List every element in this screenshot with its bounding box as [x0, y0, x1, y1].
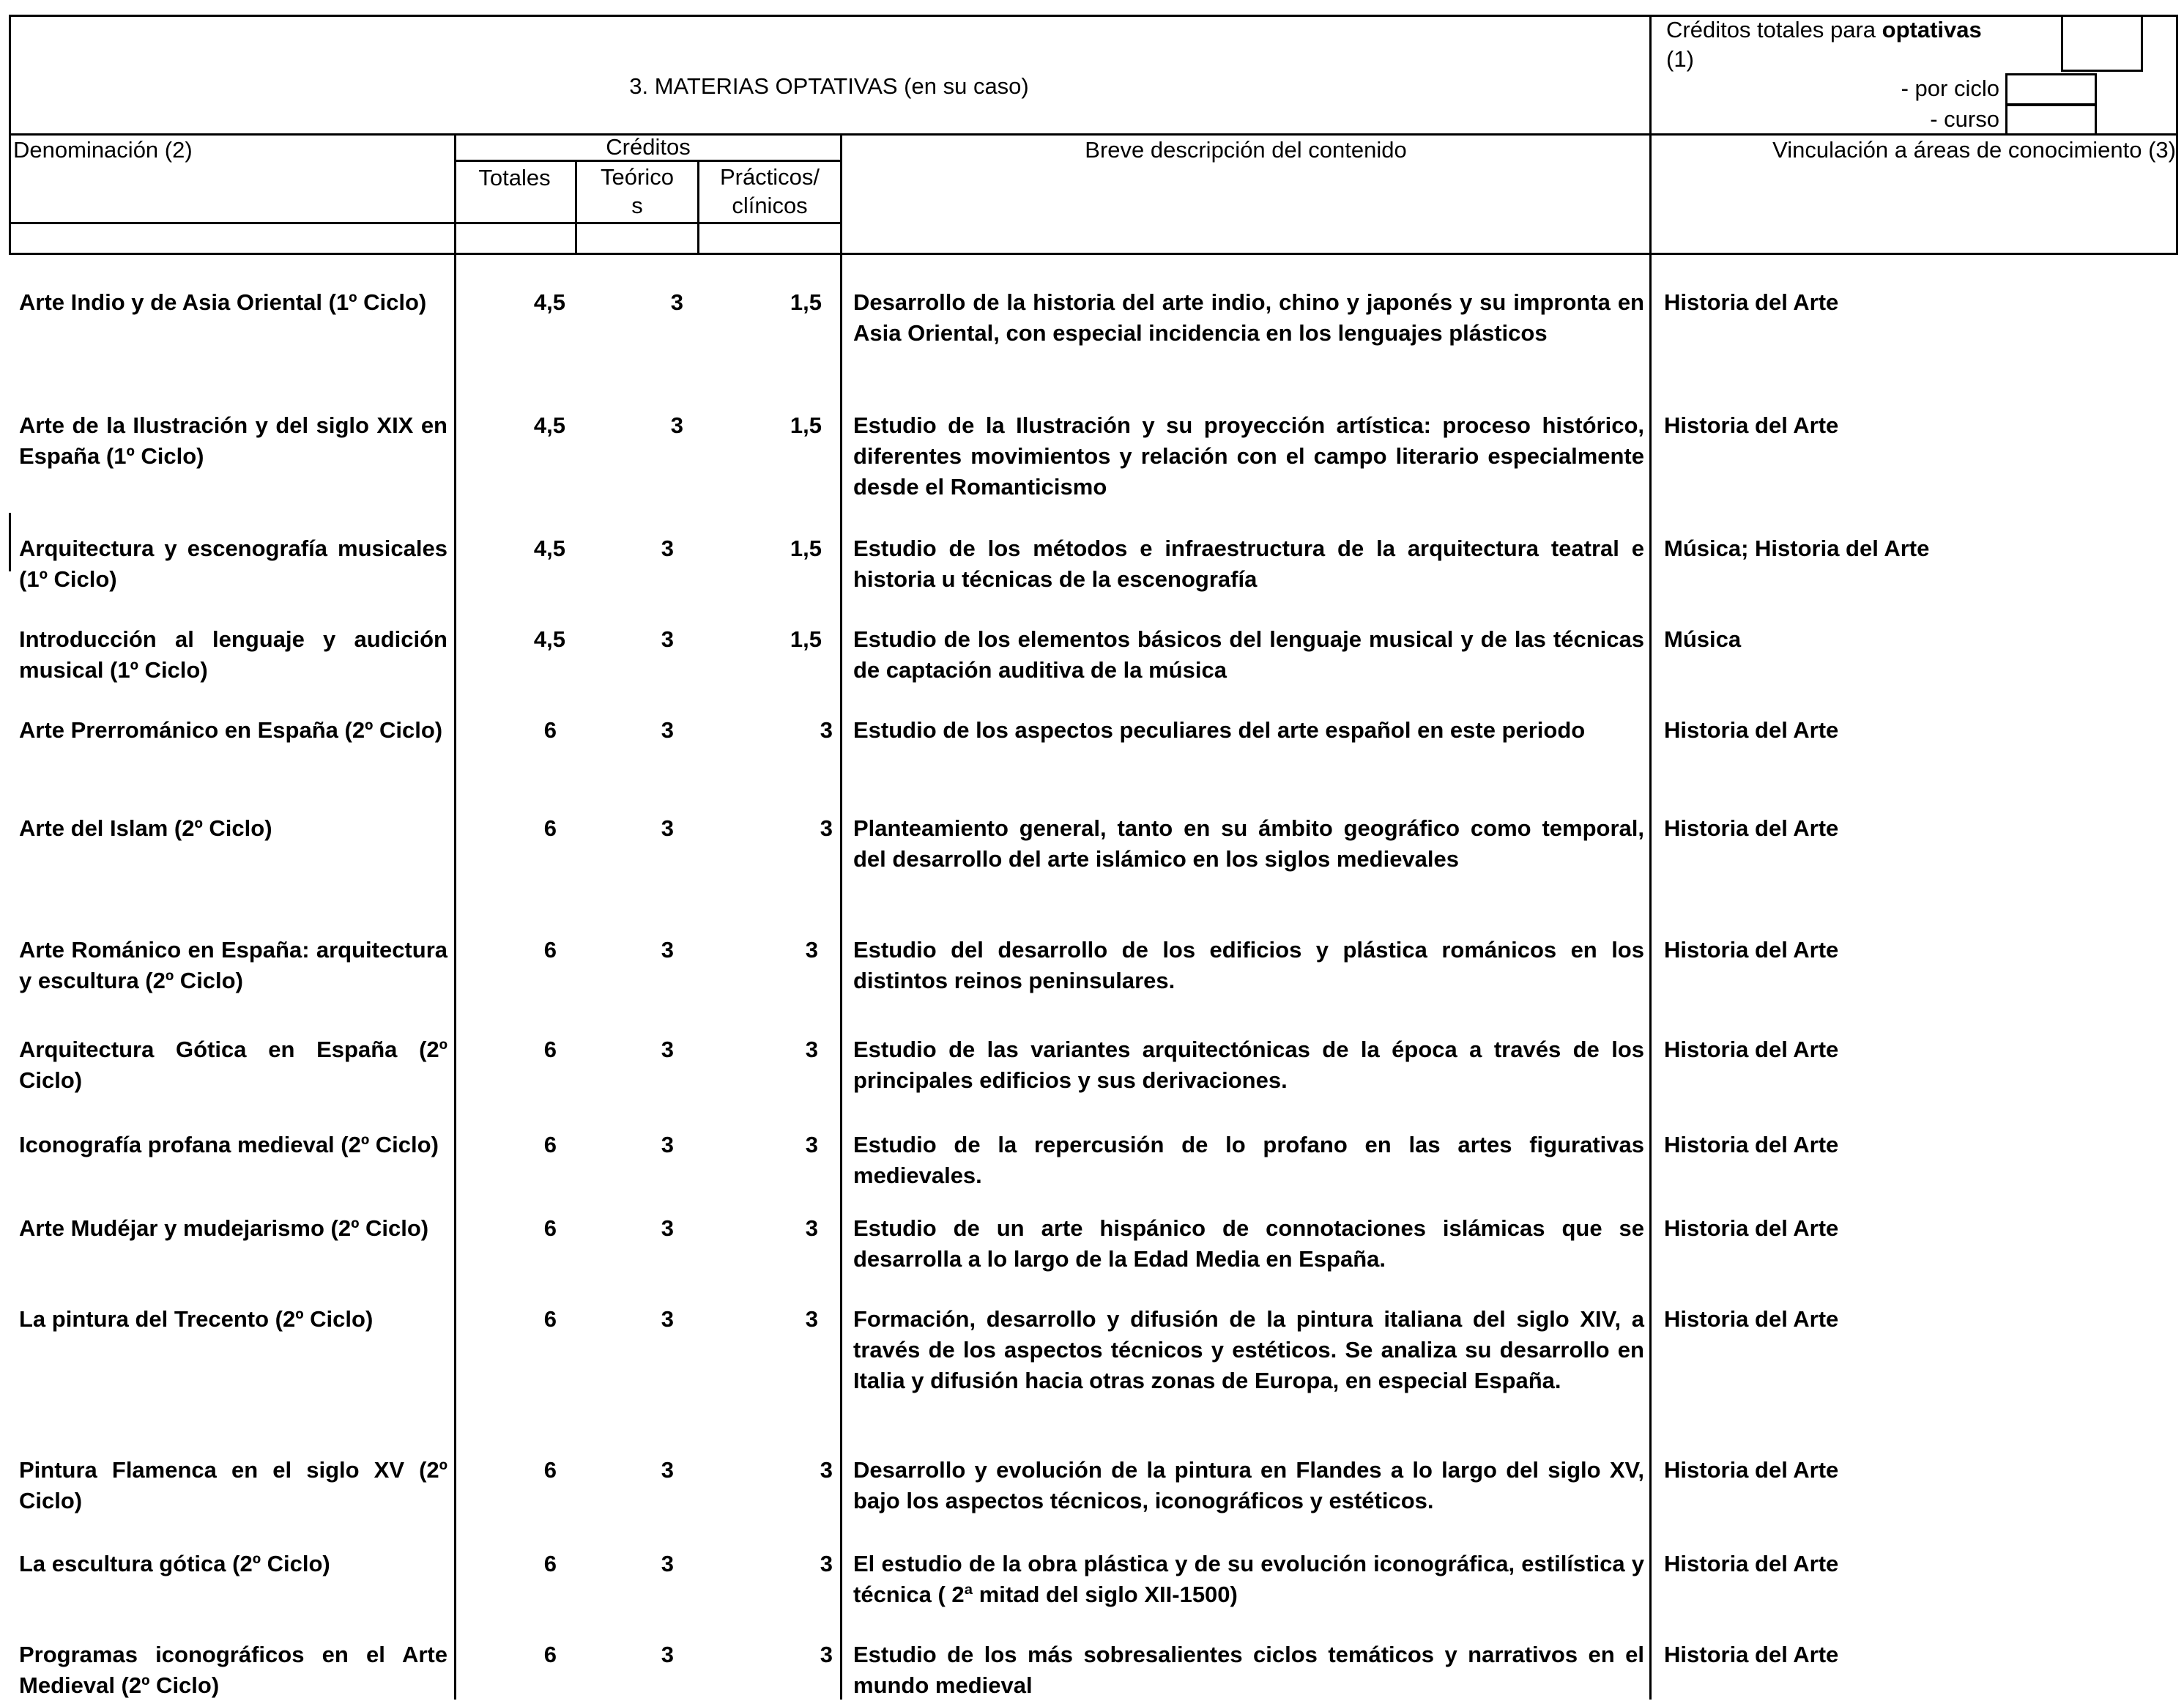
- row-totales: 6: [543, 717, 557, 743]
- row-teoricos: 3: [670, 289, 683, 315]
- section-title: 3. MATERIAS OPTATIVAS (en su caso): [629, 73, 1029, 99]
- box-por-ciclo: [2005, 73, 2097, 105]
- col-vinculacion: Vinculación a áreas de conocimiento (3): [1772, 137, 2176, 163]
- col-practicos: Prácticos/ clínicos: [719, 164, 820, 218]
- row-descripcion: Estudio del desarrollo de los edificios y plástica románicos en los distintos reinos peninsulares.: [853, 937, 1644, 993]
- row-descripcion: Estudio de un arte hispánico de connotaciones islámicas que se desarrolla a lo largo de la Edad Media en España.: [853, 1215, 1644, 1272]
- per-course-label: - curso: [1930, 106, 1999, 132]
- credits-total-note: (1): [1666, 46, 1694, 72]
- row-teoricos: 3: [661, 1132, 674, 1157]
- row-descripcion: Formación, desarrollo y difusión de la pintura italiana del siglo XIV, a través de los aspectos técnicos y estéticos. Se analiza su desarrollo en Italia y difusión hacia otras zonas de Europa, en especial España.: [853, 1306, 1644, 1393]
- row-teoricos: 3: [661, 717, 674, 743]
- rule-blank-row-bottom: [9, 253, 2178, 255]
- rule-col-right: [2176, 133, 2178, 255]
- row-teoricos: 3: [661, 815, 674, 841]
- row-descripcion: Desarrollo de la historia del arte indio, chino y japonés y su impronta en Asia Oriental, con especial incidencia en los lenguajes plásticos: [853, 289, 1644, 346]
- row-name: Programas iconográficos en el Arte Medieval (2º Ciclo): [19, 1642, 447, 1698]
- credits-total-label-text: Créditos totales para: [1666, 17, 1876, 42]
- row-totales: 6: [543, 1215, 557, 1241]
- row-practicos: 3: [820, 1551, 833, 1576]
- row-practicos: 3: [805, 1215, 818, 1241]
- row-area: Historia del Arte: [1664, 937, 1839, 963]
- row-teoricos: 3: [661, 536, 674, 561]
- row-area: Historia del Arte: [1664, 412, 1839, 438]
- row-name: Arte del Islam (2º Ciclo): [19, 815, 272, 841]
- row-practicos: 1,5: [790, 412, 822, 438]
- row-name: Arquitectura y escenografía musicales (1º Ciclo): [19, 536, 447, 592]
- row-area: Historia del Arte: [1664, 815, 1839, 841]
- row-name: Pintura Flamenca en el siglo XV (2º Ciclo): [19, 1457, 447, 1513]
- row-descripcion: Estudio de los métodos e infraestructura de la arquitectura teatral e historia u técnicas de la escenografía: [853, 536, 1644, 592]
- row-totales: 6: [543, 815, 557, 841]
- rule-left-stub: [9, 513, 11, 571]
- row-name: Arte Mudéjar y mudejarismo (2º Ciclo): [19, 1215, 429, 1241]
- row-descripcion: Planteamiento general, tanto en su ámbito geográfico como temporal, del desarrollo del arte islámico en los siglos medievales: [853, 815, 1644, 872]
- row-area: Historia del Arte: [1664, 1551, 1839, 1576]
- col-teoricos: Teórico s: [601, 164, 674, 218]
- per-cycle-label: - por ciclo: [1901, 75, 1999, 101]
- row-area: Historia del Arte: [1664, 1457, 1839, 1483]
- row-totales: 6: [543, 1642, 557, 1667]
- credits-total-label-bold: optativas: [1882, 17, 1982, 42]
- row-teoricos: 3: [661, 1642, 674, 1667]
- row-teoricos: 3: [661, 1215, 674, 1241]
- row-descripcion: Estudio de los más sobresalientes ciclos temáticos y narrativos en el mundo medieval: [853, 1642, 1644, 1698]
- row-practicos: 1,5: [790, 626, 822, 652]
- row-area: Historia del Arte: [1664, 289, 1839, 315]
- row-totales: 4,5: [533, 536, 565, 561]
- rule-subheader-bottom: [9, 222, 842, 224]
- row-descripcion: Estudio de los aspectos peculiares del arte español en este periodo: [853, 717, 1586, 743]
- col-denominacion: Denominación (2): [13, 137, 193, 163]
- credits-total-label: [1666, 15, 2062, 45]
- row-area: Historia del Arte: [1664, 1132, 1839, 1157]
- row-totales: 6: [543, 1132, 557, 1157]
- row-practicos: 1,5: [790, 289, 822, 315]
- row-practicos: 3: [805, 1306, 818, 1332]
- row-descripcion: Estudio de la repercusión de lo profano en las artes figurativas medievales.: [853, 1132, 1644, 1188]
- row-totales: 6: [543, 1037, 557, 1062]
- row-practicos: 3: [820, 1642, 833, 1667]
- col-creditos: Créditos: [606, 134, 691, 160]
- col-descripcion: Breve descripción del contenido: [1085, 137, 1407, 163]
- row-name: La escultura gótica (2º Ciclo): [19, 1551, 330, 1576]
- rule-col-left: [9, 133, 11, 255]
- row-practicos: 3: [805, 1132, 818, 1157]
- row-totales: 6: [543, 1551, 557, 1576]
- row-practicos: 1,5: [790, 536, 822, 561]
- row-totales: 6: [543, 1457, 557, 1483]
- row-teoricos: 3: [661, 1037, 674, 1062]
- row-totales: 6: [543, 937, 557, 963]
- row-name: Introducción al lenguaje y audición musical (1º Ciclo): [19, 626, 447, 683]
- row-area: Historia del Arte: [1664, 1215, 1839, 1241]
- rule-col-practicos: [840, 133, 842, 1700]
- row-totales: 4,5: [533, 412, 565, 438]
- row-name: Arte Románico en España: arquitectura y escultura (2º Ciclo): [19, 937, 447, 993]
- row-practicos: 3: [820, 1457, 833, 1483]
- row-name: Arte Prerrománico en España (2º Ciclo): [19, 717, 443, 743]
- row-name: Iconografía profana medieval (2º Ciclo): [19, 1132, 439, 1157]
- row-descripcion: Desarrollo y evolución de la pintura en Flandes a lo largo del siglo XV, bajo los aspectos técnicos, iconográficos y estéticos.: [853, 1457, 1644, 1513]
- row-area: Música; Historia del Arte: [1664, 536, 1930, 561]
- row-descripcion: El estudio de la obra plástica y de su evolución iconográfica, estilística y técnica ( 2ª mitad del siglo XII-1500): [853, 1551, 1644, 1607]
- row-area: Música: [1664, 626, 1742, 652]
- row-totales: 4,5: [533, 626, 565, 652]
- row-teoricos: 3: [661, 1306, 674, 1332]
- row-name: Arquitectura Gótica en España (2º Ciclo): [19, 1037, 447, 1093]
- row-teoricos: 3: [670, 412, 683, 438]
- row-teoricos: 3: [661, 626, 674, 652]
- row-descripcion: Estudio de la Ilustración y su proyección artística: proceso histórico, diferentes movimientos y relación con el campo literario especialmente desde el Romanticismo: [853, 412, 1644, 500]
- row-practicos: 3: [820, 815, 833, 841]
- row-area: Historia del Arte: [1664, 1306, 1839, 1332]
- row-name: Arte Indio y de Asia Oriental (1º Ciclo): [19, 289, 427, 315]
- row-teoricos: 3: [661, 1457, 674, 1483]
- row-totales: 4,5: [533, 289, 565, 315]
- col-totales: Totales: [478, 165, 551, 190]
- box-curso: [2005, 104, 2097, 136]
- row-practicos: 3: [820, 717, 833, 743]
- box-total-optativas: [2061, 15, 2143, 72]
- row-practicos: 3: [805, 1037, 818, 1062]
- row-area: Historia del Arte: [1664, 717, 1839, 743]
- row-name: Arte de la Ilustración y del siglo XIX en España (1º Ciclo): [19, 412, 447, 469]
- row-descripcion: Estudio de las variantes arquitectónicas de la época a través de los principales edificios y sus derivaciones.: [853, 1037, 1644, 1093]
- row-name: La pintura del Trecento (2º Ciclo): [19, 1306, 374, 1332]
- row-teoricos: 3: [661, 937, 674, 963]
- row-teoricos: 3: [661, 1551, 674, 1576]
- row-descripcion: Estudio de los elementos básicos del lenguaje musical y de las técnicas de captación auditiva de la música: [853, 626, 1644, 683]
- row-practicos: 3: [805, 937, 818, 963]
- row-area: Historia del Arte: [1664, 1037, 1839, 1062]
- row-totales: 6: [543, 1306, 557, 1332]
- rule-col-descripcion: [1649, 133, 1652, 1700]
- row-area: Historia del Arte: [1664, 1642, 1839, 1667]
